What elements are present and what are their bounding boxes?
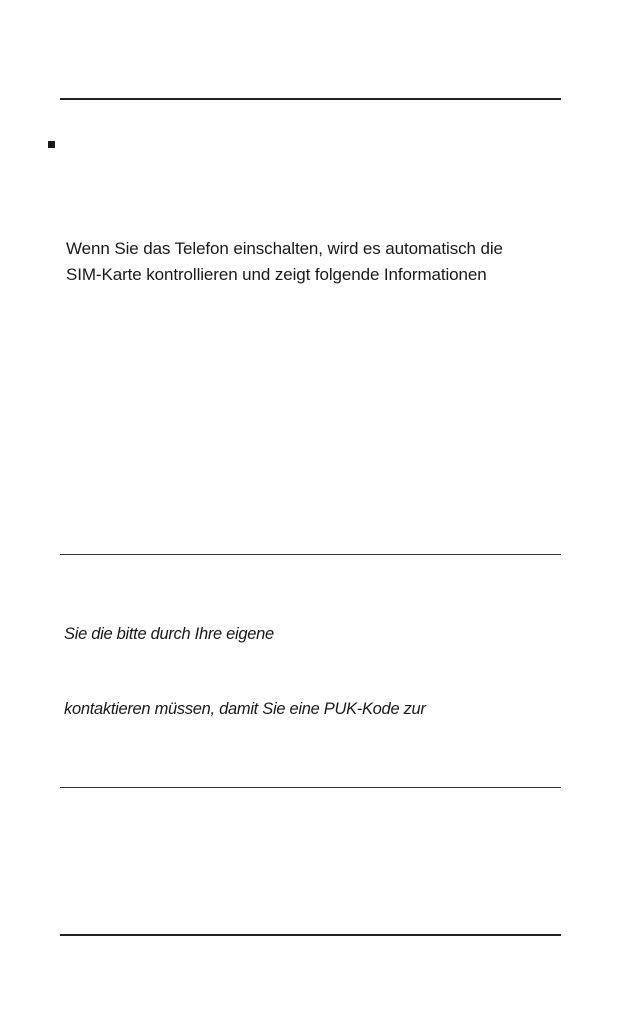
intro-line-1: Wenn Sie das Telefon einschalten, wird es automatisch die xyxy=(66,239,503,258)
middle-divider-2 xyxy=(60,787,561,788)
note-line-1: Sie die bitte durch Ihre eigene xyxy=(64,625,274,643)
bullet-icon xyxy=(48,141,55,148)
note-line-2: kontaktieren müssen, damit Sie eine PUK-Kode zur xyxy=(64,700,426,718)
top-divider xyxy=(60,98,561,100)
bottom-divider xyxy=(60,934,561,936)
intro-line-2: SIM-Karte kontrollieren und zeigt folgende Informationen xyxy=(66,265,487,284)
middle-divider-1 xyxy=(60,554,561,555)
